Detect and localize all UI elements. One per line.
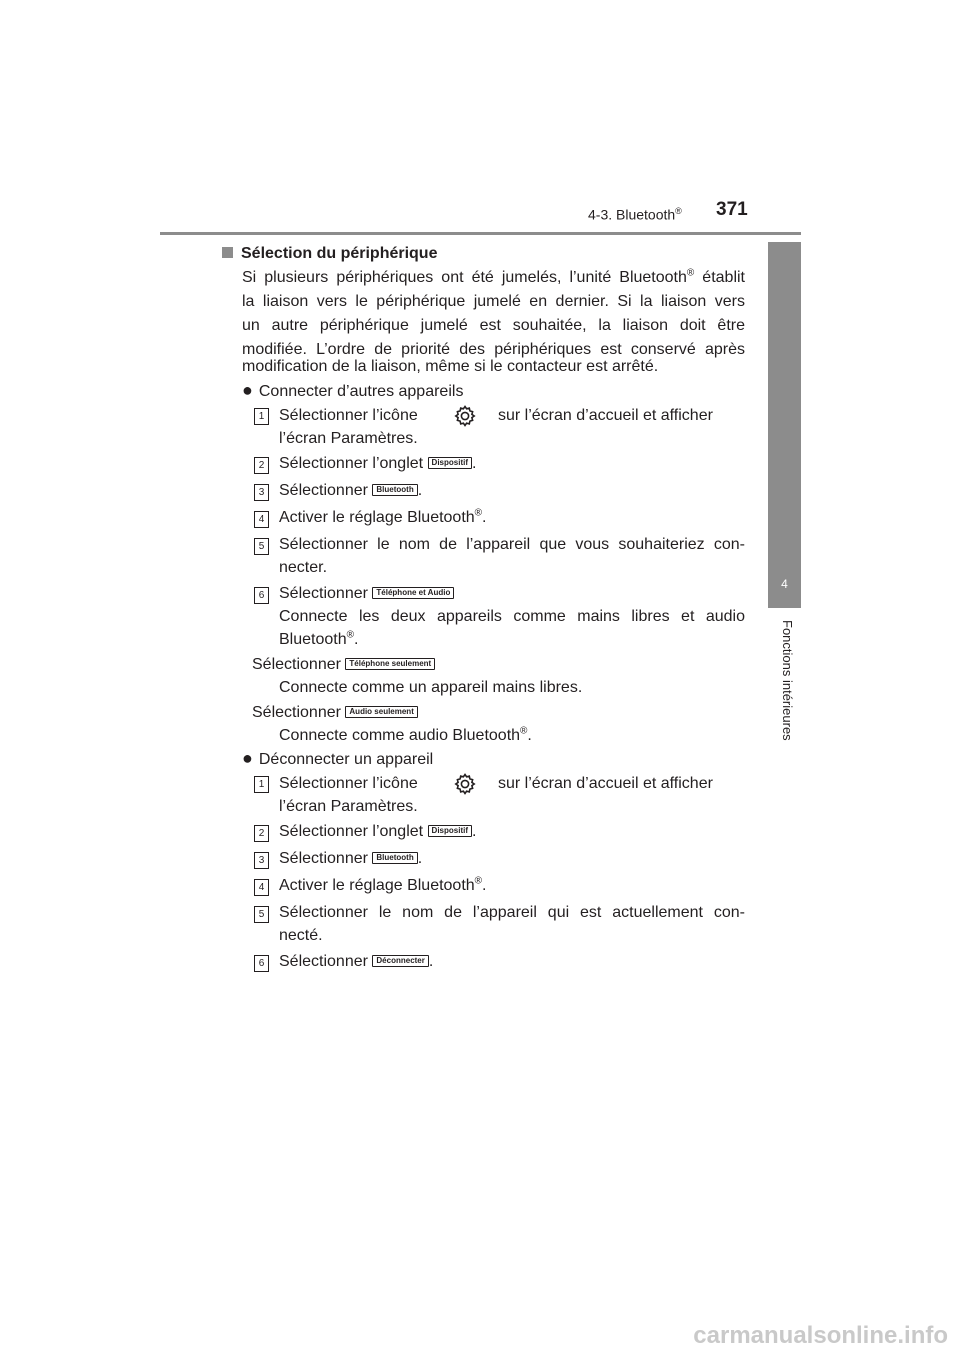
step-text: Sélectionner (279, 585, 368, 602)
bluetooth-button: Bluetooth (372, 852, 417, 864)
footer-watermark: carmanualsonline.info (693, 1322, 948, 1349)
step-text: Sélectionner (279, 482, 368, 499)
step-number: 1 (254, 776, 269, 793)
page-number: 371 (716, 199, 748, 220)
alt-desc-text: Connecte comme audio Bluetooth (279, 727, 521, 744)
step-text: Sélectionner l’onglet (279, 455, 424, 472)
intro-text: Si plusieurs périphériques ont été jumelés, l’unité Bluetooth (242, 269, 687, 286)
connect-step-6-line-2: Connecte les deux appareils comme mains libres et audio (279, 608, 745, 625)
step-number: 5 (254, 906, 269, 923)
intro-text: établit (694, 269, 746, 286)
disconnect-step-3 (279, 847, 422, 871)
connect-alt-2-desc (279, 724, 532, 748)
connect-step-5-line-2: necter. (279, 559, 328, 576)
registered-mark: ® (474, 875, 483, 887)
connect-step-4 (279, 506, 487, 530)
intro-line-2: la liaison vers le périphérique jumelé en dernier. Si la liaison vers (242, 293, 745, 310)
intro-line-5: modification de la liaison, même si le contacteur est arrêté. (242, 358, 659, 375)
step-end: . (353, 631, 359, 648)
intro-line-3: un autre périphérique jumelé est souhaitée, la liaison doit être (242, 317, 745, 334)
registered-mark: ® (686, 267, 695, 279)
registered-mark: ® (520, 725, 528, 737)
step-end: . (417, 850, 423, 867)
connect-title-text: Connecter d’autres appareils (258, 383, 464, 400)
dispositif-tab-button: Dispositif (428, 825, 472, 837)
registered-mark: ® (346, 629, 354, 641)
connect-alt-1 (252, 653, 435, 677)
step-end: . (482, 877, 487, 894)
step-number: 6 (254, 955, 269, 972)
step-number: 2 (254, 457, 269, 474)
disconnect-title-text: Déconnecter un appareil (258, 751, 434, 768)
connect-step-5-line-1: Sélectionner le nom de l’appareil que vous souhaiteriez con- (279, 536, 745, 553)
step-text: Sélectionner (279, 850, 368, 867)
square-bullet-icon (222, 247, 233, 258)
connect-alt-2 (252, 701, 418, 725)
registered-mark: ® (675, 206, 682, 216)
step-text: Bluetooth (279, 631, 347, 648)
chapter-number: 4 (781, 577, 788, 591)
step-end: . (482, 509, 487, 526)
step-number: 4 (254, 511, 269, 528)
connect-step-1-b: sur l’écran d’accueil et afficher (498, 407, 713, 424)
connect-alt-1-desc: Connecte comme un appareil mains libres. (279, 679, 583, 696)
telephone-seulement-button: Téléphone seulement (345, 658, 435, 670)
step-text: Activer le réglage Bluetooth (279, 509, 475, 526)
connect-title (242, 378, 463, 404)
step-number: 6 (254, 587, 269, 604)
connect-step-3 (279, 479, 422, 503)
disconnect-step-5-line-1: Sélectionner le nom de l’appareil qui est actuellement con- (279, 904, 745, 921)
registered-mark: ® (474, 507, 483, 519)
step-end: . (472, 455, 477, 472)
disconnect-step-4 (279, 874, 487, 898)
step-number: 2 (254, 825, 269, 842)
step-number: 4 (254, 879, 269, 896)
dispositif-tab-button: Dispositif (428, 457, 472, 469)
disconnect-step-1-a: Sélectionner l’icône (279, 775, 418, 792)
bullet-icon: ● (242, 380, 253, 400)
disconnect-step-1-b: sur l’écran d’accueil et afficher (498, 775, 713, 792)
connect-step-2 (279, 452, 476, 476)
step-end: . (527, 727, 532, 744)
intro-line-4: modifiée. L’ordre de priorité des périphériques est conservé après (242, 341, 745, 358)
intro-line-1 (242, 266, 745, 290)
step-text: Activer le réglage Bluetooth (279, 877, 475, 894)
step-end: . (428, 953, 434, 970)
step-text: Sélectionner l’onglet (279, 823, 424, 840)
step-number: 3 (254, 484, 269, 501)
section-heading (222, 242, 437, 266)
header-section-text: 4-3. Bluetooth (588, 206, 676, 223)
bluetooth-button: Bluetooth (372, 484, 417, 496)
connect-step-6-line-3 (279, 628, 358, 652)
step-end: . (417, 482, 423, 499)
deconnecter-button: Déconnecter (372, 955, 428, 967)
disconnect-step-6 (279, 950, 433, 974)
section-heading-text: Sélection du périphérique (241, 245, 438, 262)
disconnect-step-1-line-2: l’écran Paramètres. (279, 798, 418, 815)
step-number: 5 (254, 538, 269, 555)
step-number: 1 (254, 408, 269, 425)
chapter-tab (768, 242, 801, 608)
disconnect-step-5-line-2: necté. (279, 927, 323, 944)
gear-icon (453, 404, 477, 428)
connect-step-6 (279, 582, 454, 606)
bullet-icon: ● (242, 748, 253, 768)
connect-step-1-line-2: l’écran Paramètres. (279, 430, 418, 447)
step-text: Sélectionner (279, 953, 368, 970)
alt-text: Sélectionner (252, 656, 341, 673)
telephone-et-audio-button: Téléphone et Audio (372, 587, 454, 599)
header-rule (160, 232, 801, 235)
chapter-title: Fonctions intérieures (780, 620, 795, 741)
audio-seulement-button: Audio seulement (345, 706, 417, 718)
connect-step-1-a: Sélectionner l’icône (279, 407, 418, 424)
disconnect-step-2 (279, 820, 476, 844)
alt-text: Sélectionner (252, 704, 341, 721)
header-section-title (588, 206, 682, 223)
step-end: . (472, 823, 477, 840)
disconnect-title (242, 746, 433, 772)
gear-icon (453, 772, 477, 796)
step-number: 3 (254, 852, 269, 869)
